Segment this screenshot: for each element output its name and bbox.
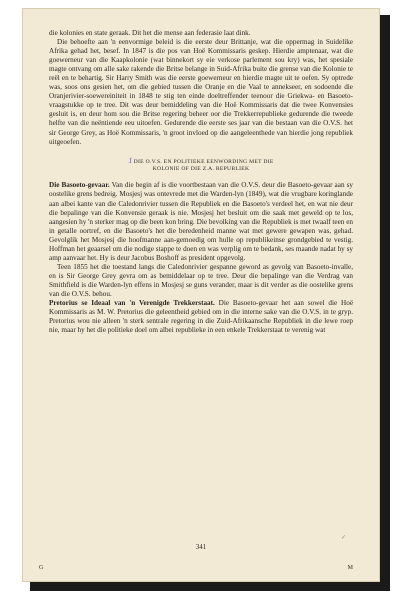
subsection-text-basoeto: Van die begin af is die voortbestaan van die O.V.S. deur die Basoeto-gevaar aan sy oostelike grens bedreig. Mosjesj was ontevrede met die Warden-lyn (1849), wat die vrugbare koringlande aan albei kante van die Caledonrivier tussen die Republiek en die Basoeto's verdeel het, en wat nie deur die bepalinge van die Konvensie geraak is nie. Mosjesj het besluit om die saak met geweld op te los, aangesien hy 'n sterker mag op die been kon bring. Die bevolking van die Republiek is met twaalf teen en in getalle oortref, en die Basoeto's het die beredenheid manne wat met gewere gewapen was, gehad. Gevolglik het Mosjesj die hoofmanne aan-gemoedig om hulle op republikeinse grondgebied te vestig. Hoffman het geaarsel om die nodige stappe te doen en was verplig om te bedank, ses maande nadat hy sy amp aanvaar het. Hy is deur Jacobus Boshoff as president opgevolg. — [49, 181, 353, 262]
subsection-basoeto — [49, 181, 353, 262]
subsection-pretorius — [49, 299, 353, 335]
subsection-title-basoeto: Die Basoeto-gevaar. — [49, 181, 110, 190]
paragraph-3: Teen 1855 het die toestand langs die Caledonrivier gespanne geword as gevolg van Basoeto-invalle, en is Sir George Grey gevra om as bemiddelaar op te tree. Deur die bepalinge van die Verdrag van Smithfield is die Warden-lyn effens in Mosjesj se guns verander, maar is dit verder as die oostelike grens van die O.V.S. behou. — [49, 262, 353, 298]
subsection-title-pretorius: Pretorius se Ideaal van 'n Verenigde Trekkerstaat. — [49, 299, 215, 308]
pencil-mark: ✓ — [340, 535, 346, 541]
paragraph-2: Die behoefte aan 'n eenvormige beleid is die eerste deur Brittanje, wat die oppermag in Suidelike Afrika gehad het, besef. In 1847 is die pos van Hoë Kommissaris geskep. Hierdie amptenaar, wat die goewerneur van die Kaapkolonie (wat binnekort sy eie verkose parlement sou kry) was, het spesiale magte ontvang om alle sake rakende die Britse belange in Suid-Afrika buite die grense van die Kolonie te reël en te behartig. Sir Harry Smith was die eerste goewerneur en hierdie magte uit te oefen. Sy optrede was, soos ons gesien het, om die gebied tussen die Oranje en die Vaal te annekseer, en sodoende die Oranjerivier-soewereiniteit in 1848 te stig ten einde doeltreffender teenoor die Griekwa- en Basoeto-vraagstukke op te tree. Dit was deur bemiddeling van die Hoë Kommissaris dat die twee Konvensies gesluit is, en deur hom sou die Britse regering beheer oor die Trekkerrepublieke gedurende die tweede helfte van die neëntiende eeu uitoefen. Gedurende die eerste ses jaar van die bestaan van die O.V.S. het sir George Grey, as Hoë Kommissaris, 'n groot invloed op die aangeleenthede van hierdie jong republiek uitgeoefen. — [49, 38, 353, 146]
signature-mark-left: G — [39, 565, 44, 571]
handwritten-mark: 1 — [128, 155, 133, 165]
signature-mark-right: M — [347, 565, 353, 571]
page-number: 341 — [195, 543, 207, 551]
paragraph-1: die kolonies en state geraak. Dit het die mense aan federasie laat dink. — [49, 29, 251, 37]
book-page — [22, 8, 380, 582]
section-heading-line-2: KOLONIE OF DIE Z.A. REPUBLIEK — [152, 166, 250, 173]
section-heading — [49, 157, 353, 174]
subsection-text-pretorius: Die Basoeto-gevaar het aan sowel die Hoë Kommissaris as M. W. Pretorius die geleentheid gebied om in die interne sake van die O.V.S. in te gryp. Pretorius wou nie alleen 'n sterk sentrale regering in die Zuid-Afrikaansche Republiek in die lewe roep nie, maar hy het die politieke doel om albei republieke in een enkele Trekkerstaat te verenig wat — [49, 299, 354, 335]
section-heading-line-1: 1DIE O.V.S. EN POLITIEKE EENWORDING MET DIE — [128, 155, 274, 165]
